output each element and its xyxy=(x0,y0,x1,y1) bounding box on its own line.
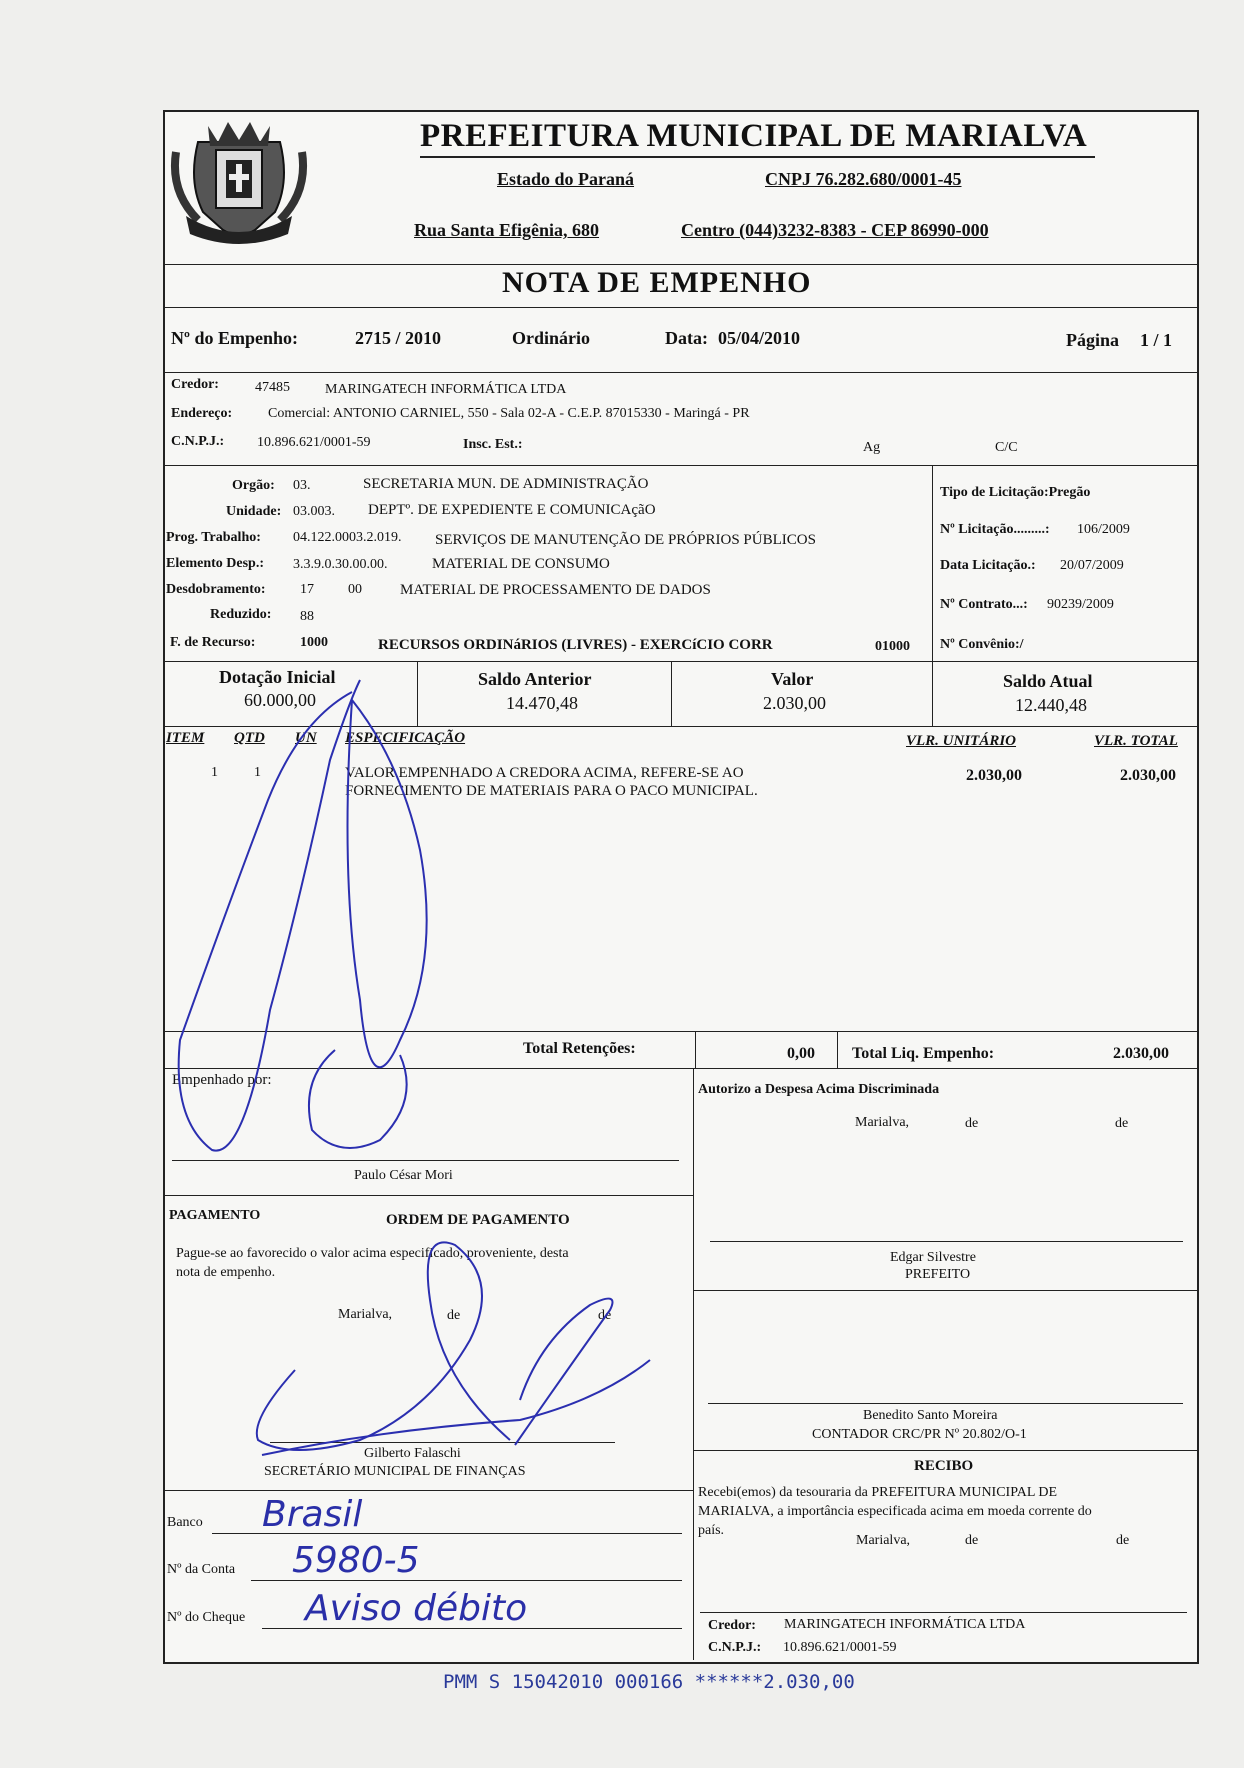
saldo-anterior-value: 14.470,48 xyxy=(506,693,578,713)
pagamento-text-2: nota de empenho. xyxy=(176,1265,276,1280)
unidade-desc: DEPTº. DE EXPEDIENTE E COMUNICAçãO xyxy=(368,502,656,518)
licitacao-number-label: Nº Licitação.........: xyxy=(940,522,1050,537)
header-state: Estado do Paraná xyxy=(497,169,635,189)
prog-code: 04.122.0003.2.019. xyxy=(293,530,402,545)
credor-label: Credor: xyxy=(171,377,219,392)
orgao-desc: SECRETARIA MUN. DE ADMINISTRAÇÃO xyxy=(363,476,649,492)
autorizo-de-1: de xyxy=(965,1116,979,1131)
autorizo-de-2: de xyxy=(1115,1116,1129,1131)
dotacao-value: 60.000,00 xyxy=(244,690,316,710)
saldo-atual-label: Saldo Atual xyxy=(1003,671,1093,691)
pagamento-label: PAGAMENTO xyxy=(169,1208,261,1223)
credor-code: 47485 xyxy=(255,380,290,395)
reduzido-label: Reduzido: xyxy=(210,607,272,622)
empenho-date: 05/04/2010 xyxy=(718,328,801,348)
col-header-un: UN xyxy=(295,730,317,746)
desdobramento-label: Desdobramento: xyxy=(166,582,266,597)
page-number: 1 / 1 xyxy=(1140,330,1173,350)
recurso-code-2: 01000 xyxy=(875,639,910,654)
pagamento-de-2: de xyxy=(598,1308,612,1323)
cheque-value: Aviso débito xyxy=(305,1588,528,1629)
desdobramento-desc: MATERIAL DE PROCESSAMENTO DE DADOS xyxy=(400,582,711,598)
licitacao-number: 106/2009 xyxy=(1077,522,1130,537)
banco-label: Banco xyxy=(167,1515,203,1530)
page-label: Página xyxy=(1066,330,1120,350)
banco-value: Brasil xyxy=(262,1494,363,1535)
secretario-name: Gilberto Falaschi xyxy=(364,1446,461,1461)
recurso-label: F. de Recurso: xyxy=(170,635,256,650)
licitacao-date: 20/07/2009 xyxy=(1060,558,1124,573)
credor-address: Comercial: ANTONIO CARNIEL, 550 - Sala 02-A - C.E.P. 87015330 - Maringá - PR xyxy=(268,406,750,421)
valor-value: 2.030,00 xyxy=(763,693,826,713)
col-header-espec: ESPECIFICAÇÃO xyxy=(345,730,466,746)
empenho-date-label: Data: xyxy=(665,328,708,348)
cnpj-label: C.N.P.J.: xyxy=(171,434,225,449)
contrato-number: 90239/2009 xyxy=(1047,597,1114,612)
orgao-label: Orgão: xyxy=(232,478,275,493)
contador-name: Benedito Santo Moreira xyxy=(863,1408,998,1423)
header-contact: Centro (044)3232-8383 - CEP 86990-000 xyxy=(681,220,989,240)
pagamento-text-1: Pague-se ao favorecido o valor acima especificado, proveniente, desta xyxy=(176,1246,569,1261)
pagamento-place: Marialva, xyxy=(338,1307,393,1322)
elemento-label: Elemento Desp.: xyxy=(166,556,264,571)
empenhado-por-label: Empenhado por: xyxy=(172,1072,272,1088)
prefeito-name: Edgar Silvestre xyxy=(890,1250,976,1265)
col-header-item: ITEM xyxy=(166,730,205,746)
prog-label: Prog. Trabalho: xyxy=(166,530,261,545)
recibo-title: RECIBO xyxy=(914,1458,974,1474)
secretario-title: SECRETÁRIO MUNICIPAL DE FINANÇAS xyxy=(264,1464,526,1479)
recurso-desc: RECURSOS ORDINáRIOS (LIVRES) - EXERCíCIO CORR xyxy=(378,637,773,653)
convenio-label: Nº Convênio:/ xyxy=(940,637,1024,652)
prefeito-title: PREFEITO xyxy=(905,1267,971,1282)
recibo-place: Marialva, xyxy=(856,1533,911,1548)
contrato-label: Nº Contrato...: xyxy=(940,597,1028,612)
conta-label: Nº da Conta xyxy=(167,1562,236,1577)
payment-stamp: PMM S 15042010 000166 ******2.030,00 xyxy=(443,1671,855,1693)
recibo-de-1: de xyxy=(965,1533,979,1548)
recibo-credor-name: MARINGATECH INFORMÁTICA LTDA xyxy=(784,1617,1026,1632)
item-vlr-unit: 2.030,00 xyxy=(966,767,1022,784)
reduzido-value: 88 xyxy=(300,609,314,624)
ordem-pagamento: ORDEM DE PAGAMENTO xyxy=(386,1212,570,1228)
recibo-line-1: Recebi(emos) da tesouraria da PREFEITURA MUNICIPAL DE xyxy=(698,1485,1058,1500)
recibo-line-3: país. xyxy=(698,1523,725,1538)
unidade-code: 03.003. xyxy=(293,504,335,519)
recibo-de-2: de xyxy=(1116,1533,1130,1548)
elemento-desc: MATERIAL DE CONSUMO xyxy=(432,556,610,572)
item-vlr-total: 2.030,00 xyxy=(1120,767,1176,784)
saldo-anterior-label: Saldo Anterior xyxy=(478,669,592,689)
item-description-line-1: VALOR EMPENHADO A CREDORA ACIMA, REFERE-SE AO xyxy=(345,765,744,781)
empenho-number-label: Nº do Empenho: xyxy=(171,328,298,348)
col-header-vlr-total: VLR. TOTAL xyxy=(1094,733,1178,749)
cc-label: C/C xyxy=(995,440,1018,455)
total-liquido-label: Total Liq. Empenho: xyxy=(852,1045,995,1062)
ag-label: Ag xyxy=(863,440,881,455)
autorizo-place: Marialva, xyxy=(855,1115,910,1130)
total-liquido-value: 2.030,00 xyxy=(1113,1045,1169,1062)
header-title: PREFEITURA MUNICIPAL DE MARIALVA xyxy=(420,118,1088,154)
item-qtd: 1 xyxy=(254,765,261,780)
empenho-number: 2715 / 2010 xyxy=(355,328,442,348)
header-cnpj: CNPJ 76.282.680/0001-45 xyxy=(765,169,962,189)
valor-label: Valor xyxy=(771,669,814,689)
total-retencoes-label: Total Retenções: xyxy=(523,1040,636,1057)
desdobramento-code-1: 17 xyxy=(300,582,314,597)
dotacao-label: Dotação Inicial xyxy=(219,667,336,687)
credor-name: MARINGATECH INFORMÁTICA LTDA xyxy=(325,382,567,397)
unidade-label: Unidade: xyxy=(226,504,282,519)
document-title: NOTA DE EMPENHO xyxy=(502,266,812,299)
licitacao-date-label: Data Licitação.: xyxy=(940,558,1036,573)
item-number: 1 xyxy=(211,765,218,780)
recibo-credor-label: Credor: xyxy=(708,1618,756,1633)
desdobramento-code-2: 00 xyxy=(348,582,362,597)
col-header-vlr-unit: VLR. UNITÁRIO xyxy=(906,733,1017,749)
prog-desc: SERVIÇOS DE MANUTENÇÃO DE PRÓPRIOS PÚBLICOS xyxy=(435,532,816,548)
address-label: Endereço: xyxy=(171,406,233,421)
orgao-code: 03. xyxy=(293,478,311,493)
total-retencoes-value: 0,00 xyxy=(787,1045,815,1062)
empenho-type: Ordinário xyxy=(512,328,591,348)
pagamento-de-1: de xyxy=(447,1308,461,1323)
recibo-line-2: MARIALVA, a importância especificada acima em moeda corrente do xyxy=(698,1504,1092,1519)
tipo-licitacao: Tipo de Licitação:Pregão xyxy=(940,485,1091,500)
autorizo-despesa: Autorizo a Despesa Acima Discriminada xyxy=(698,1082,940,1097)
header-address: Rua Santa Efigênia, 680 xyxy=(414,220,600,240)
credor-cnpj: 10.896.621/0001-59 xyxy=(257,435,371,450)
coat-of-arms-icon xyxy=(168,112,310,250)
empenhado-por-name: Paulo César Mori xyxy=(354,1168,453,1183)
recurso-code: 1000 xyxy=(300,635,328,650)
recibo-cnpj: 10.896.621/0001-59 xyxy=(783,1640,897,1655)
col-header-qtd: QTD xyxy=(234,730,265,746)
insc-est-label: Insc. Est.: xyxy=(463,437,523,452)
cheque-label: Nº do Cheque xyxy=(167,1610,246,1625)
elemento-code: 3.3.9.0.30.00.00. xyxy=(293,557,388,572)
conta-value: 5980-5 xyxy=(292,1540,420,1581)
saldo-atual-value: 12.440,48 xyxy=(1015,695,1087,715)
contador-title: CONTADOR CRC/PR Nº 20.802/O-1 xyxy=(812,1427,1027,1442)
item-description-line-2: FORNECIMENTO DE MATERIAIS PARA O PACO MUNICIPAL. xyxy=(345,783,758,799)
recibo-cnpj-label: C.N.P.J.: xyxy=(708,1640,762,1655)
